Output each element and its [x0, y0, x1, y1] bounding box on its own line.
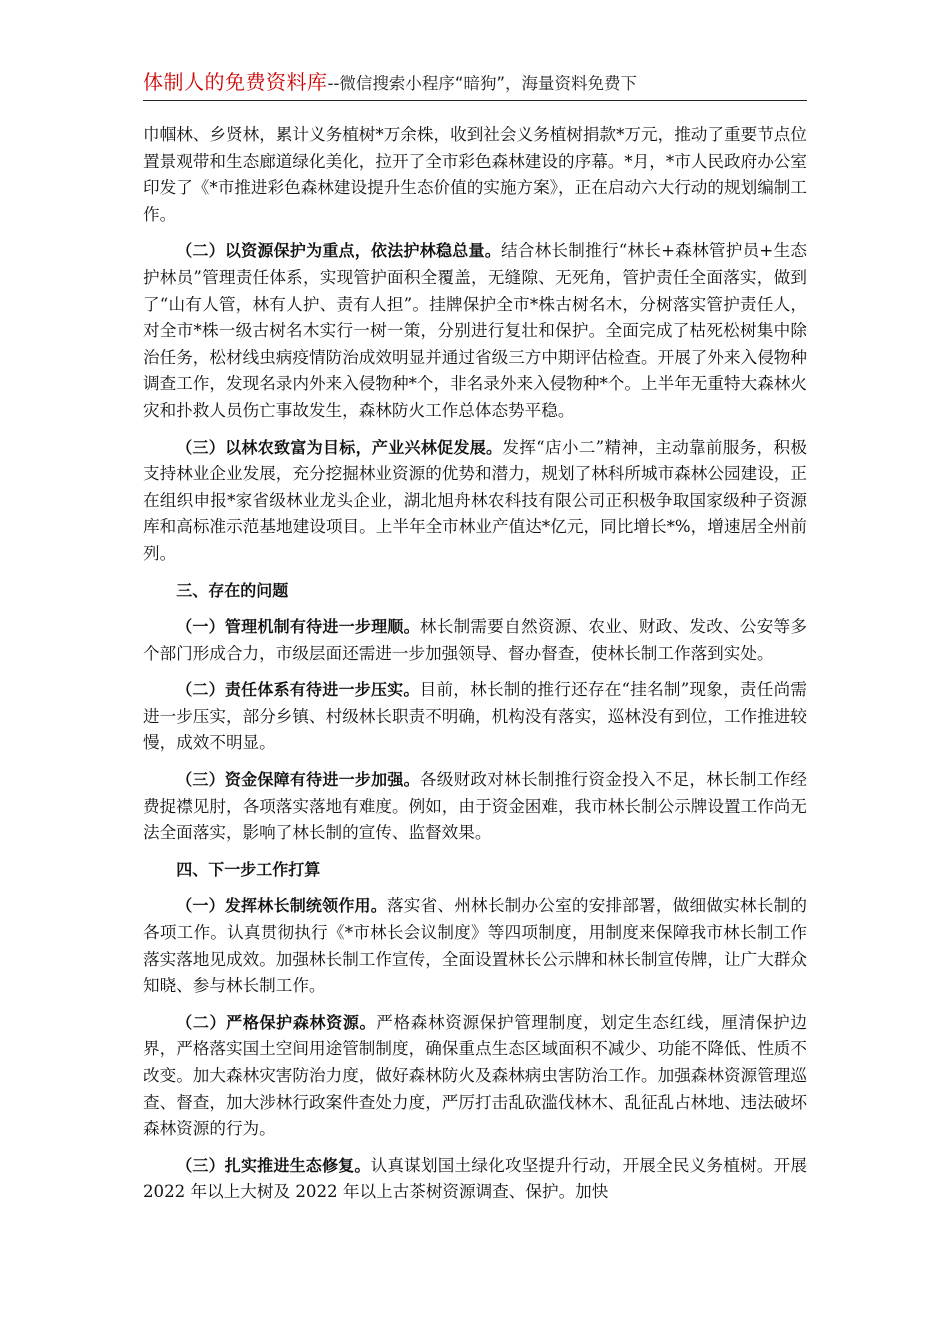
header-tagline: --微信搜索小程序“暗狗”，海量资料免费下	[327, 74, 638, 93]
paragraph-responsibility-system	[143, 677, 807, 757]
paragraph-management-mechanism	[143, 614, 807, 667]
paragraph-lead: （一）发挥林长制统领作用。	[176, 896, 387, 916]
section-heading-next-steps: 四、下一步工作打算	[176, 859, 321, 879]
paragraph-funding	[143, 767, 807, 847]
page-header	[143, 66, 807, 101]
paragraph-lead: （三）资金保障有待进一步加强。	[176, 770, 420, 790]
paragraph-lead: （二）以资源保护为重点，依法护林稳总量。	[176, 241, 501, 261]
intro-paragraph	[143, 122, 807, 228]
paragraph-text: 严格森林资源保护管理制度，划定生态红线，厘清保护边界，严格落实国土空间用途管制制度，确保重点生态区域面积不减少、功能不降低、性质不改变。加大森林灾害防治力度，做好森林防火及森林病虫害防治工作。加强森林资源管理巡查、督查，加大涉林行政案件查处力度，严厉打击乱砍滥伐林木、乱征乱占林地、违法破坏森林资源的行为。	[143, 1012, 807, 1139]
paragraph-lead: （二）严格保护森林资源。	[176, 1012, 377, 1032]
paragraph-text: 发挥“店小二”精神，主动靠前服务，积极支持林业企业发展，充分挖掘林业资源的优势和潜力，规划了林科所城市森林公园建设，正在组织申报*家省级林业龙头企业，湖北旭舟林农科技有限公司正积极争取国家级种子资源库和高标准示范基地建设项目。上半年全市林业产值达*亿元，同比增长*%，增速居全州前列。	[143, 437, 807, 563]
intro-text: 巾帼林、乡贤林，累计义务植树*万余株，收到社会义务植树捐款*万元，推动了重要节点位置景观带和生态廊道绿化美化，拉开了全市彩色森林建设的序幕。*月，*市人民政府办公室印发了《*市推进彩色森林建设提升生态价值的实施方案》，正在启动六大行动的规划编制工作。	[143, 125, 807, 224]
paragraph-text: 结合林长制推行“林长+森林管护员+生态护林员”管理责任体系，实现管护面积全覆盖，无缝隙、无死角，管护责任全面落实，做到了“山有人管，林有人护、责有人担”。挂牌保护全市*株古树名木，分树落实管护责任人，对全市*株一级古树名木实行一树一策，分别进行复壮和保护。全面完成了枯死松树集中除治任务，松材线虫病疫情防治成效明显并通过省级三方中期评估检查。开展了外来入侵物种调查工作，发现名录内外来入侵物种*个，非名录外来入侵物种*个。上半年无重特大森林火灾和扑救人员伤亡事故发生，森林防火工作总体态势平稳。	[143, 241, 807, 420]
paragraph-lead: （三）扎实推进生态修复。	[176, 1155, 371, 1175]
paragraph-text: 目前，林长制的推行还存在“挂名制”现象，责任尚需进一步压实，部分乡镇、村级林长职责不明确，机构没有落实，巡林没有到位，工作推进较慢，成效不明显。	[143, 680, 807, 753]
paragraph-text: 认真谋划国土绿化攻坚提升行动，开展全民义务植树。开展 2022 年以上大树及 2022 年以上古茶树资源调查、保护。加快	[143, 1155, 807, 1202]
header-brand: 体制人的免费资料库	[143, 70, 328, 94]
section-heading-problems: 三、存在的问题	[176, 580, 289, 600]
paragraph-forest-chief-role	[143, 893, 807, 999]
paragraph-text: 林长制需要自然资源、农业、财政、发改、公安等多个部门形成合力，市级层面还需进一步加强领导、督办督查，使林长制工作落到实处。	[143, 617, 807, 663]
paragraph-text: 落实省、州林长制办公室的安排部署，做细做实林长制的各项工作。认真贯彻执行《*市林长会议制度》等四项制度，用制度来保障我市林长制工作落实落地见成效。加强林长制工作宣传，全面设置林长公示牌和林长制宣传牌，让广大群众知晓、参与林长制工作。	[143, 896, 807, 996]
paragraph-lead: （二）责任体系有待进一步压实。	[176, 680, 420, 700]
paragraph-ecological-restoration	[143, 1153, 807, 1206]
document-body	[143, 122, 807, 1216]
paragraph-text: 各级财政对林长制推行资金投入不足，林长制工作经费捉襟见肘，各项落实落地有难度。例如，由于资金困难，我市林长制公示牌设置工作尚无法全面落实，影响了林长制的宣传、监督效果。	[143, 770, 807, 843]
paragraph-lead: （一）管理机制有待进一步理顺。	[176, 617, 420, 637]
paragraph-resource-protection	[143, 238, 807, 424]
paragraph-protect-forest	[143, 1010, 807, 1143]
paragraph-lead: （三）以林农致富为目标，产业兴林促发展。	[176, 437, 503, 457]
paragraph-forestry-industry	[143, 435, 807, 568]
